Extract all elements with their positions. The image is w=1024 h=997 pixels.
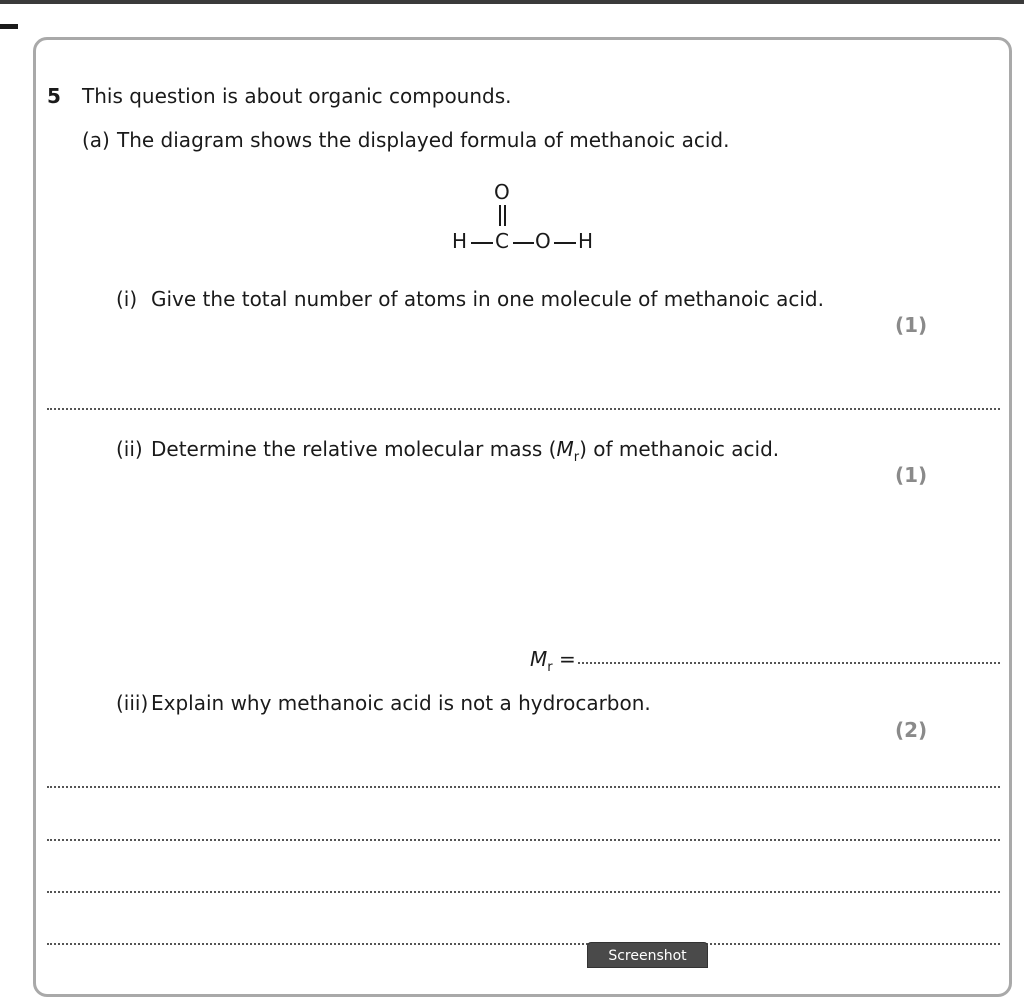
subpart-i-text: Give the total number of atoms in one molecule of methanoic acid. bbox=[151, 287, 824, 311]
double-bond-line-1 bbox=[499, 205, 501, 226]
subpart-i-label: (i) bbox=[116, 287, 138, 311]
subpart-iii-marks: (2) bbox=[895, 718, 928, 742]
answer-line-ii[interactable] bbox=[578, 662, 1000, 664]
mr-answer-equals: = bbox=[552, 647, 576, 671]
mr-answer-r: r bbox=[547, 660, 553, 675]
subpart-ii-text-before: Determine the relative molecular mass ( bbox=[151, 437, 557, 461]
bond-h-c bbox=[471, 242, 493, 244]
atom-carbon: C bbox=[495, 229, 509, 253]
answer-line-iii-3[interactable] bbox=[47, 891, 1000, 893]
subpart-ii-text bbox=[151, 437, 779, 470]
bond-c-o bbox=[513, 242, 534, 244]
window-top-border bbox=[0, 0, 1024, 4]
mr-subscript: r bbox=[573, 450, 580, 465]
answer-line-iii-1[interactable] bbox=[47, 786, 1000, 788]
subpart-ii-text-after: ) of methanoic acid. bbox=[579, 437, 780, 461]
mr-symbol: M bbox=[556, 437, 574, 461]
double-bond-line-2 bbox=[504, 205, 506, 226]
mr-answer-m: M bbox=[530, 647, 548, 671]
subpart-i-marks: (1) bbox=[895, 313, 928, 337]
bond-o-h bbox=[554, 242, 576, 244]
mr-answer-label bbox=[530, 647, 576, 680]
answer-line-iii-4[interactable] bbox=[47, 943, 1000, 945]
subpart-ii-marks: (1) bbox=[895, 463, 928, 487]
answer-line-i[interactable] bbox=[47, 408, 1000, 410]
screenshot-button[interactable]: Screenshot bbox=[587, 942, 708, 968]
answer-line-iii-2[interactable] bbox=[47, 839, 1000, 841]
atom-hydrogen-right: H bbox=[578, 229, 594, 253]
subpart-ii-label: (ii) bbox=[116, 437, 143, 461]
atom-oxygen-top: O bbox=[494, 180, 510, 204]
subpart-iii-label: (iii) bbox=[116, 691, 149, 715]
page-margin-mark bbox=[0, 24, 18, 29]
question-stem: This question is about organic compounds. bbox=[82, 84, 512, 108]
part-a-text: The diagram shows the displayed formula of methanoic acid. bbox=[117, 128, 730, 152]
part-a-label: (a) bbox=[82, 128, 110, 152]
atom-oxygen-right: O bbox=[535, 229, 551, 253]
question-number: 5 bbox=[47, 84, 61, 108]
atom-hydrogen-left: H bbox=[452, 229, 468, 253]
methanoic-acid-displayed-formula bbox=[440, 176, 610, 256]
subpart-iii-text: Explain why methanoic acid is not a hydrocarbon. bbox=[151, 691, 651, 715]
